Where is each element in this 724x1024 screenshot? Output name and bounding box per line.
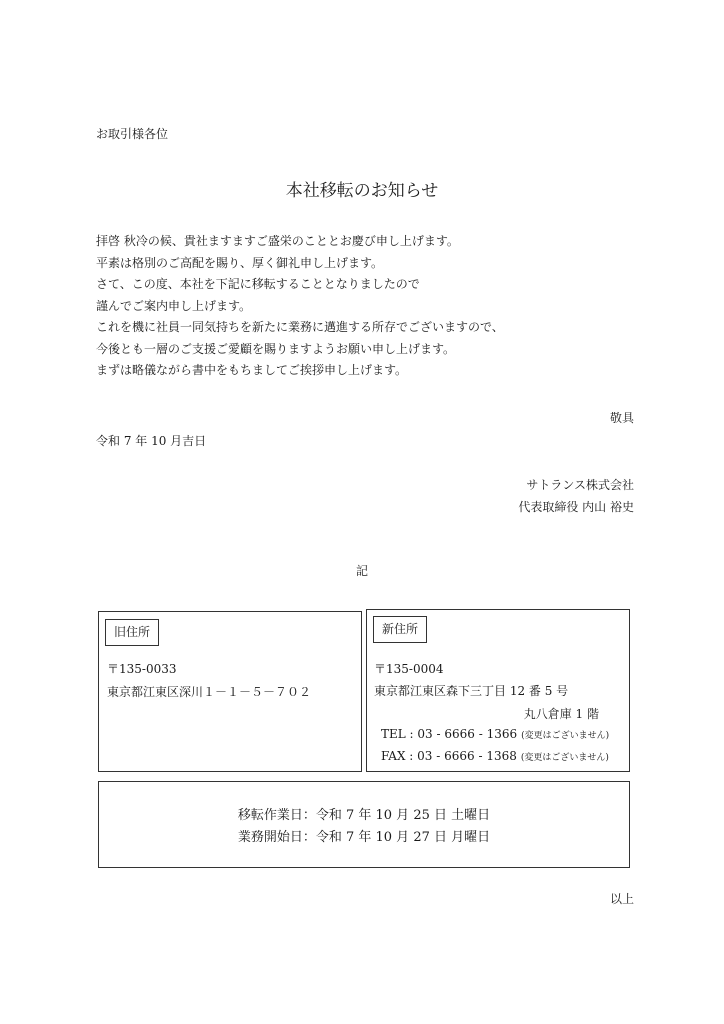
fax-line bbox=[381, 749, 609, 763]
end-mark: 以上 bbox=[609, 892, 634, 906]
move-date: 移転作業日：令和 7 年 10 月 25 日 土曜日 bbox=[237, 808, 491, 823]
start-date: 業務開始日：令和 7 年 10 月 27 日 月曜日 bbox=[237, 830, 491, 845]
new-postal-code: 〒135-0004 bbox=[374, 662, 444, 676]
tel-note: (変更はございません) bbox=[521, 731, 610, 741]
tel-number: TEL : 03 - 6666 - 1366 bbox=[381, 727, 518, 741]
old-address-box bbox=[98, 611, 362, 772]
old-address-label: 旧住所 bbox=[105, 619, 159, 646]
new-address-box bbox=[366, 609, 630, 772]
addressee: お取引様各位 bbox=[96, 127, 169, 141]
body-line: 平素は格別のご高配を賜り、厚く御礼申し上げます。 bbox=[96, 255, 384, 270]
representative: 代表取締役 内山 裕史 bbox=[518, 500, 634, 514]
fax-note: (変更はございません) bbox=[520, 753, 609, 763]
body-line: 謹んでご案内申し上げます。 bbox=[96, 298, 252, 313]
new-address-text: 東京都江東区森下三丁目 12 番 5 号 bbox=[374, 684, 569, 698]
old-postal-code: 〒135-0033 bbox=[107, 662, 177, 676]
date: 令和 7 年 10 月吉日 bbox=[96, 434, 207, 448]
closing: 敬具 bbox=[609, 411, 634, 425]
ki-heading: 記 bbox=[355, 564, 368, 578]
body-line: 拝啓 秋冷の候、貴社ますますご盛栄のこととお慶び申し上げます。 bbox=[96, 234, 459, 248]
body-line: さて、この度、本社を下記に移転することとなりましたので bbox=[96, 277, 420, 291]
tel-line bbox=[381, 727, 609, 741]
body-line: これを機に社員一同気持ちを新たに業務に邁進する所存でございますので、 bbox=[96, 320, 504, 334]
new-building: 丸八倉庫 1 階 bbox=[523, 707, 599, 721]
letter-body bbox=[96, 231, 504, 382]
old-address-text: 東京都江東区深川１－１－５－７０２ bbox=[107, 685, 312, 699]
fax-number: FAX : 03 - 6666 - 1368 bbox=[381, 749, 517, 763]
body-line: まずは略儀ながら書中をもちましてご挨拶申し上げます。 bbox=[96, 363, 408, 377]
company-name: サトランス株式会社 bbox=[526, 478, 634, 492]
new-address-label: 新住所 bbox=[373, 616, 427, 643]
schedule-box bbox=[98, 781, 630, 868]
page-title: 本社移転のお知らせ bbox=[285, 181, 439, 201]
body-line: 今後とも一層のご支援ご愛顧を賜りますようお願い申し上げます。 bbox=[96, 341, 456, 356]
